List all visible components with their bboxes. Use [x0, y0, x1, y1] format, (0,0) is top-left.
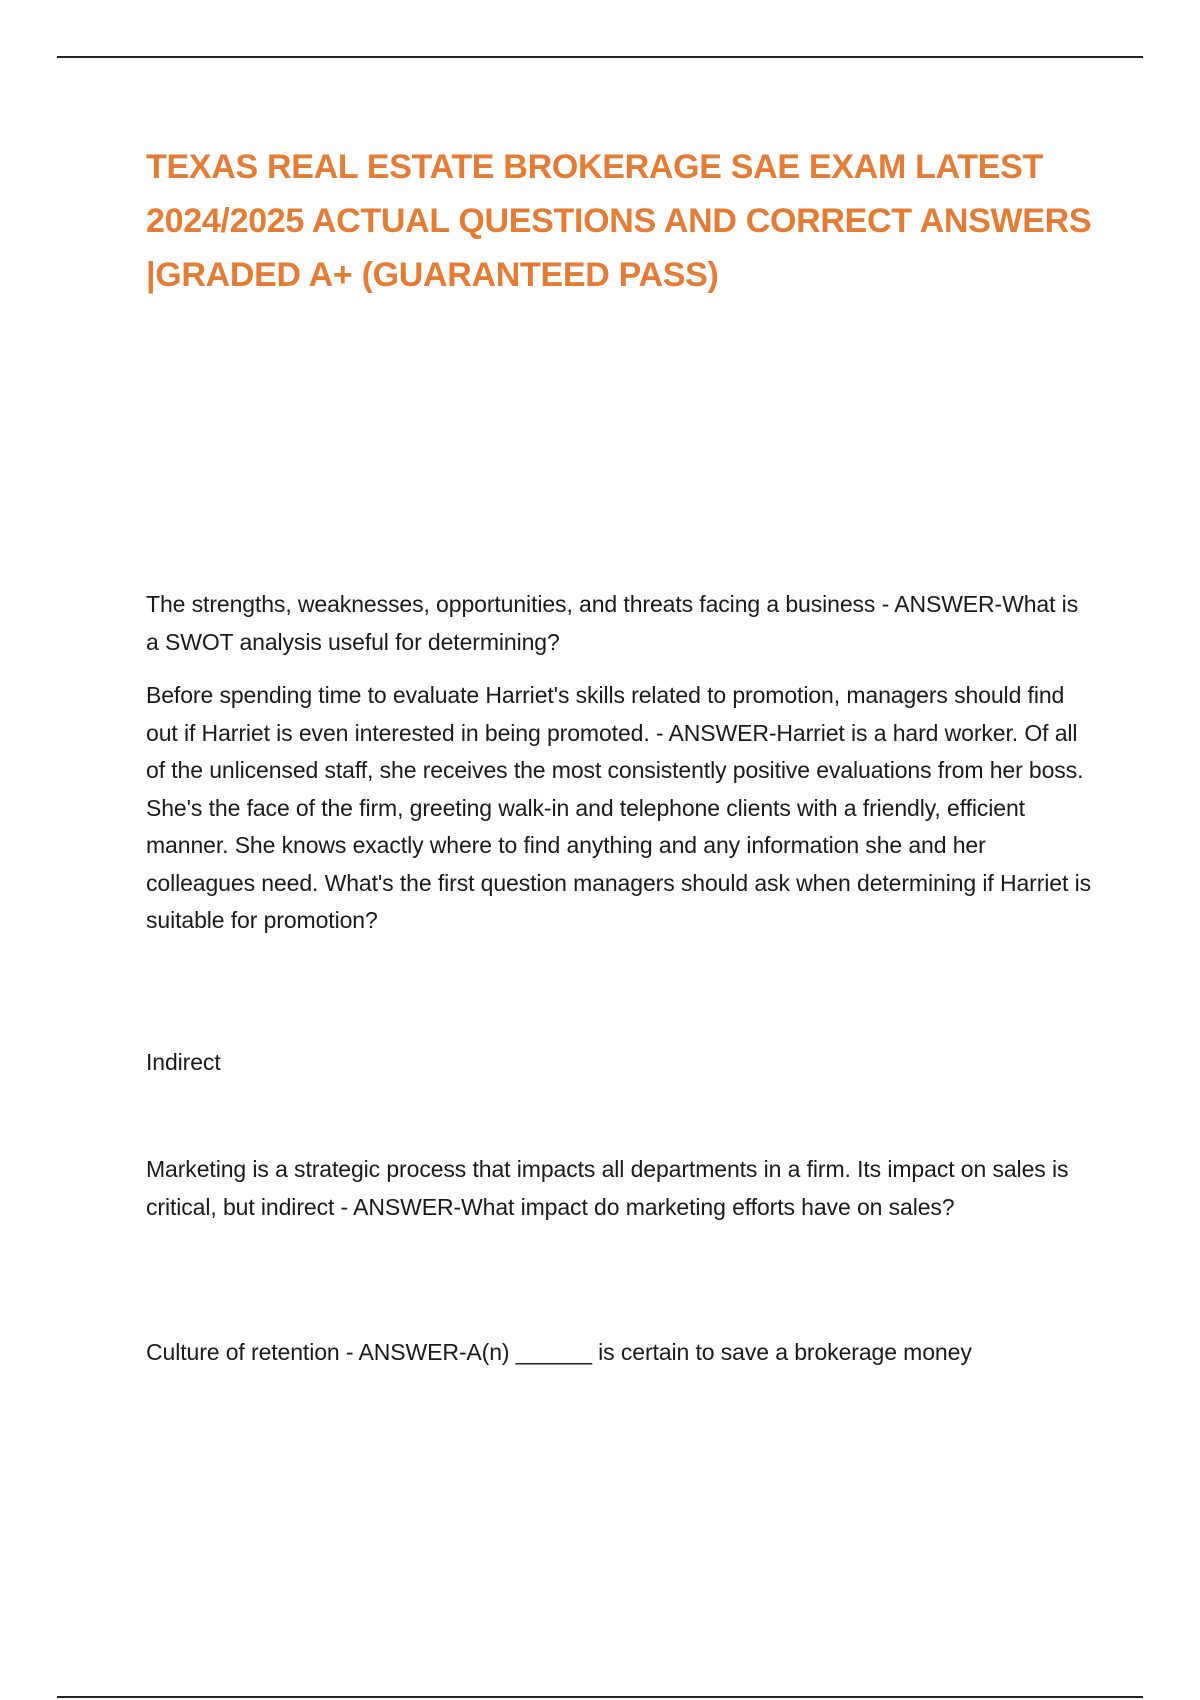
footer-rule: [57, 1696, 1143, 1698]
qa-entry-marketing: Marketing is a strategic process that impacts all departments in a firm. Its impact on sales is critical, but indirect - ANSWER-What impact do marketing efforts have on sales?: [146, 1156, 1069, 1220]
header-rule: [57, 56, 1143, 58]
qa-entry-swot: The strengths, weaknesses, opportunities, and threats facing a business - ANSWER-What is a SWOT analysis useful for determining?: [146, 591, 1079, 655]
qa-entry-harriet: Before spending time to evaluate Harriet's skills related to promotion, managers should find out if Harriet is even interested in being promoted. - ANSWER-Harriet is a hard worker. Of all of the unlicensed staff, she receives the most consistently positive evaluations from her boss. She's the face of the firm, greeting walk-in and telephone clients with a friendly, efficient manner. She knows exactly where to find anything and any information she and her colleagues need. What's the first question managers should ask when determining if Harriet is suitable for promotion?: [146, 682, 1091, 933]
qa-entry-retention: Culture of retention - ANSWER-A(n) ______ is certain to save a brokerage money: [146, 1339, 972, 1365]
qa-entry-indirect: Indirect: [146, 1049, 221, 1075]
document-title: TEXAS REAL ESTATE BROKERAGE SAE EXAM LATEST 2024/2025 ACTUAL QUESTIONS AND CORRECT ANSWERS |GRADED A+ (GUARANTEED PASS): [146, 148, 1092, 294]
